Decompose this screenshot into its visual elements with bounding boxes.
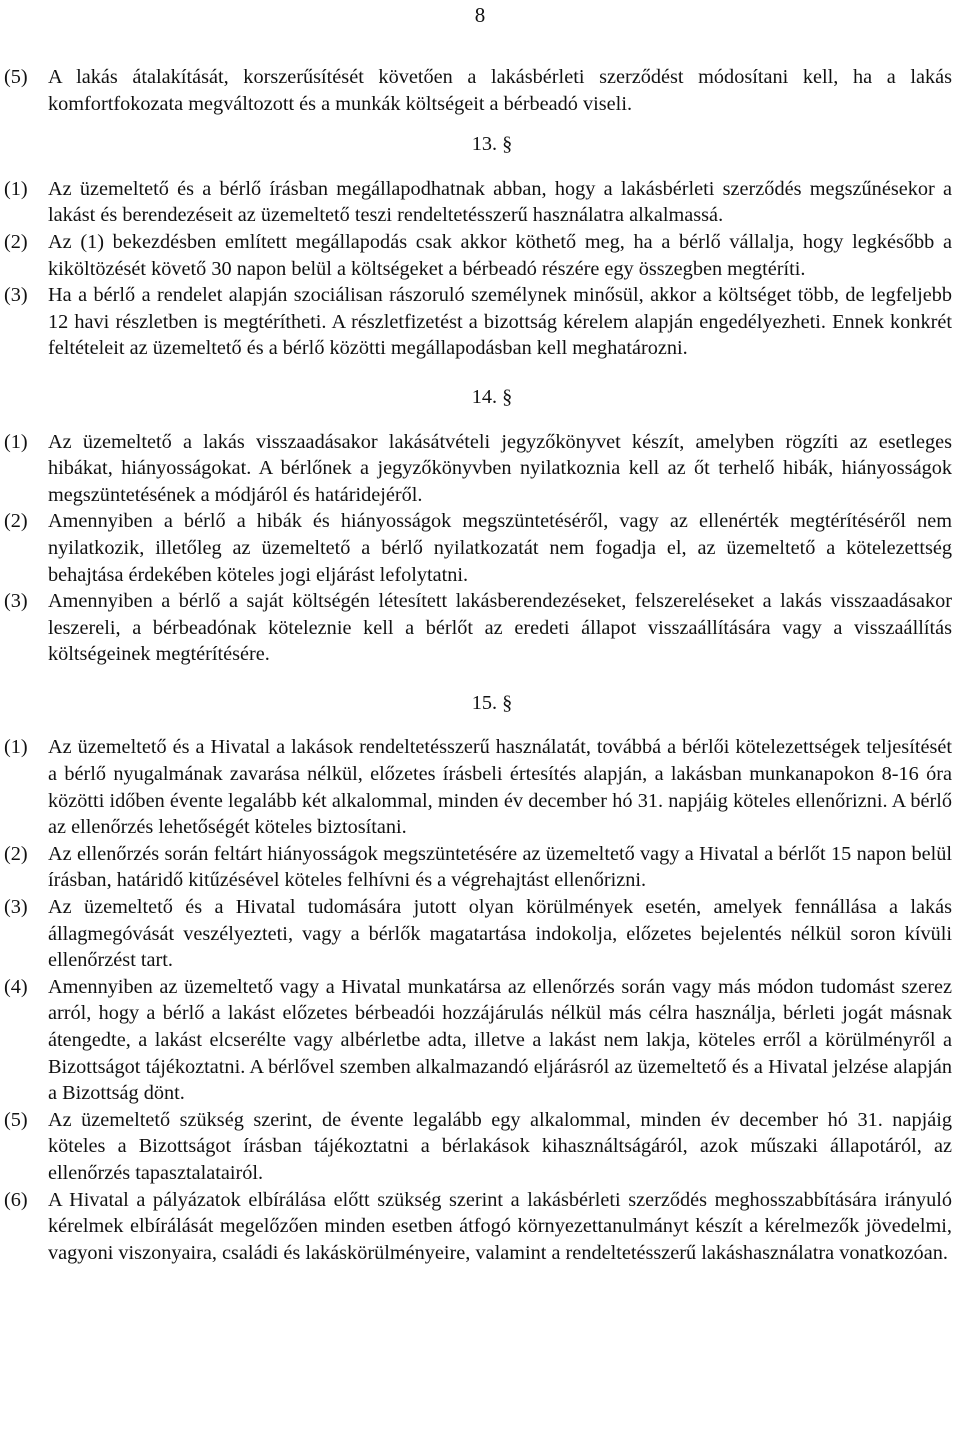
paragraph-number: (3) (4, 590, 28, 613)
paragraph-text: Az üzemeltető szükség szerint, de évente legalább egy alkalommal, minden év december hó 31. napjáig köteles a Bizottságot írásban tájékoztatni a bérlakások kihasználtságáról, azok műszaki állapotáról, az ellenőrzés tapasztalatairól. (48, 1108, 952, 1184)
paragraph-15-4 (4, 974, 952, 1107)
paragraph-number: (1) (4, 430, 28, 453)
paragraph-text: Az üzemeltető és a Hivatal tudomására jutott olyan körülmények esetén, amelyek fennállása a lakás állagmegóvását veszélyezteti, vagy a bérlők magatartása indokolja, előzetes bejelentés nélkül soron kívüli ellenőrzést tart. (48, 896, 952, 972)
paragraph-13-1 (4, 176, 952, 229)
page-number: 8 (474, 3, 486, 27)
paragraph-13-3 (4, 282, 952, 362)
paragraph-text: Az üzemeltető és a bérlő írásban megállapodhatnak abban, hogy a lakásbérleti szerződés megszűnésekor a lakást és berendezéseit az üzemeltető teszi rendeltetésszerű használatra alkalmassá. (48, 177, 952, 227)
paragraph-text: Az ellenőrzés során feltárt hiányosságok megszüntetésére az üzemeltető vagy a Hivatal a bérlőt 15 napon belül írásban, határidő kitűzésével köteles felhívni és a végrehajtást ellenőrizni. (48, 842, 952, 892)
paragraph-text: Az üzemeltető és a Hivatal a lakások rendeltetésszerű használatát, továbbá a bérlői kötelezettségek teljesítését a bérlő nyugalmának zavarása nélkül, előzetes írásbeli értesítés alapján, a lakásban munkanapokon 8-16 óra közötti időben évente legalább két alkalommal, minden év december hó 31. napjáig köteles ellenőrizni. A bérlő az ellenőrzés lehetőségét köteles biztosítani. (48, 736, 952, 839)
paragraph-number: (3) (4, 284, 28, 307)
section-heading-14: 14. § (471, 385, 513, 408)
paragraph-14-3 (4, 588, 952, 668)
paragraph-text: Amennyiben a bérlő a saját költségén létesített lakásberendezéseket, felszereléseket a lakás visszaadásakor leszereli, a bérbeadónak köteleznie kell a bérlőt az eredeti állapot visszaállítására vagy a visszaállítás költségeinek megtérítésére. (48, 590, 952, 666)
paragraph-15-1 (4, 734, 952, 840)
paragraph-number: (2) (4, 842, 28, 865)
paragraph-text: A Hivatal a pályázatok elbírálása előtt szükség szerint a lakásbérleti szerződés meghosszabbítására irányuló kérelmek elbírálását megelőzően minden esetben átfogó környezettanulmányt készít a kérelmezők jövedelmi, vagyoni viszonyaira, családi és lakáskörülményeire, valamint a rendeltetésszerű lakáshasználatra vonatkozóan. (48, 1188, 952, 1264)
paragraph-14-1 (4, 429, 952, 509)
paragraph-number: (1) (4, 736, 28, 759)
paragraph-text: Az üzemeltető a lakás visszaadásakor lakásátvételi jegyzőkönyvet készít, amelyben rögzíti az esetleges hibákat, hiányosságokat. A bérlőnek a jegyzőkönyvben nyilatkoznia kell az őt terhelő hibák, hiányosságok megszüntetésének a módjáról és határidejéről. (48, 430, 952, 506)
paragraph-number: (5) (4, 66, 28, 88)
paragraph-text: A lakás átalakítását, korszerűsítését követően a lakásbérleti szerződést módosítani kell, ha a lakás komfortfokozata megváltozott és a munkák költségeit a bérbeadó viseli. (48, 66, 952, 115)
section-heading-13: 13. § (471, 133, 513, 156)
paragraph-number: (2) (4, 510, 28, 533)
paragraph-number: (1) (4, 177, 28, 200)
paragraph-text: Amennyiben a bérlő a hibák és hiányosságok megszüntetéséről, vagy az ellenérték megtérítéséről nem nyilatkozik, illetőleg az üzemeltető a bérlő nyilatkozatát nem fogadja el, az üzemeltető a kötelezettség behajtása érdekében köteles jogi eljárást lefolytatni. (48, 510, 952, 586)
paragraph-number: (6) (4, 1188, 28, 1211)
paragraph-text: Ha a bérlő a rendelet alapján szociálisan rászoruló személynek minősül, akkor a költséget több, de legfeljebb 12 havi részletben is megtérítheti. A részletfizetést a bizottság kérelem alapján engedélyezheti. Ennek konkrét feltételeit az üzemeltető és a bérlő közötti megállapodásban kell meghatározni. (48, 284, 952, 360)
paragraph-number: (5) (4, 1108, 28, 1131)
paragraph-14-2 (4, 508, 952, 588)
section-heading-15: 15. § (471, 691, 513, 714)
paragraph-15-2 (4, 841, 952, 894)
paragraph-number: (2) (4, 230, 28, 253)
paragraph-number: (4) (4, 975, 28, 998)
paragraph-15-6 (4, 1187, 952, 1267)
document-body (4, 64, 952, 1266)
paragraph-12-5 (4, 64, 952, 117)
paragraph-15-3 (4, 894, 952, 974)
paragraph-13-2 (4, 229, 952, 282)
paragraph-15-5 (4, 1107, 952, 1187)
paragraph-number: (3) (4, 896, 28, 919)
paragraph-text: Az (1) bekezdésben említett megállapodás csak akkor köthető meg, ha a bérlő vállalja, hogy legkésőbb a kiköltözését követő 30 napon belül a költségeket a bérbeadó részére egy összegben megtéríti. (48, 230, 952, 280)
paragraph-text: Amennyiben az üzemeltető vagy a Hivatal munkatársa az ellenőrzés során vagy más módon tudomást szerez arról, hogy a bérlő a lakást előzetes bérbeadói hozzájárulás nélkül más célra használja, bérleti jogát másnak átengedte, a lakást elcserélte vagy albérletbe adta, illetve a lakást nem lakja, köteles erről a körülményről a Bizottságot tájékoztatni. A bérlővel szemben alkalmazandó eljárásról az üzemeltető és a Hivatal jelzése alapján a Bizottság dönt. (48, 975, 952, 1105)
